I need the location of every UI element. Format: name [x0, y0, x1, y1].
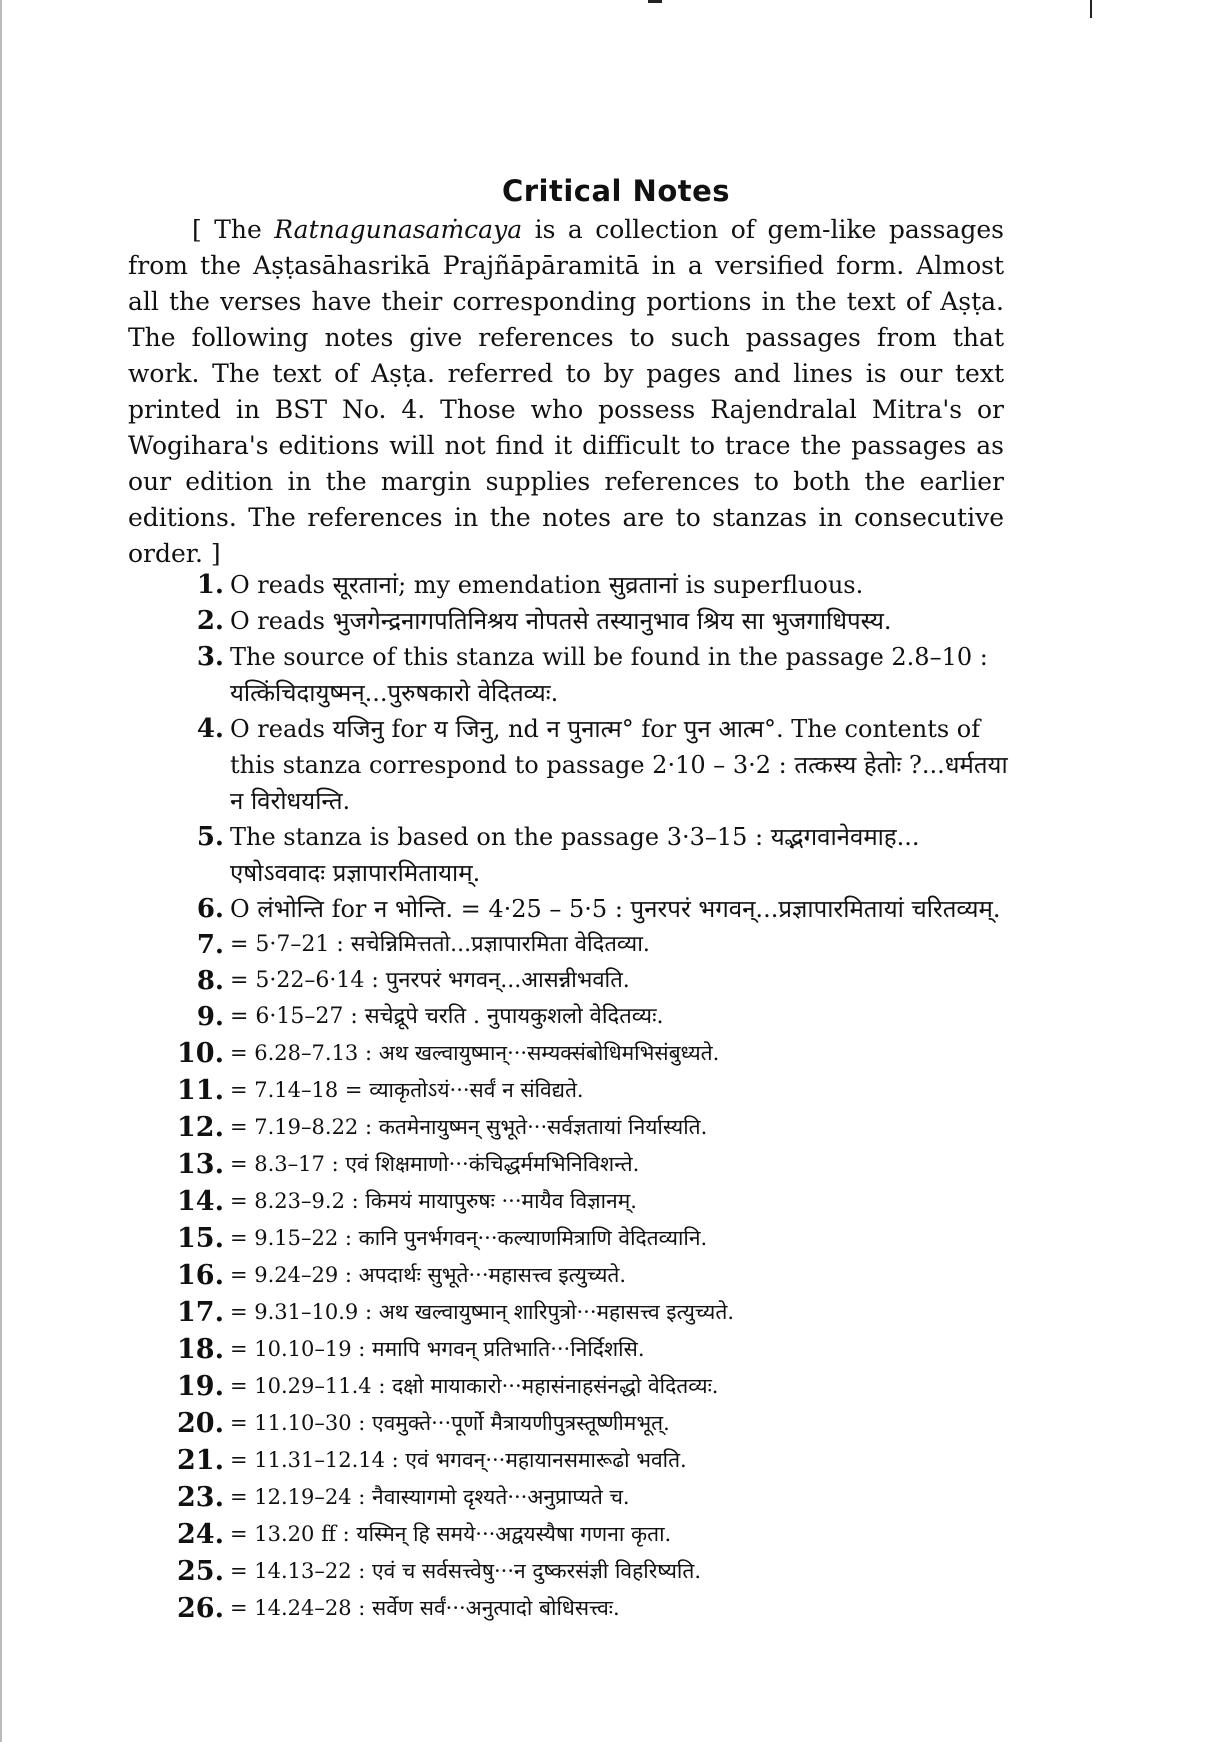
note-item	[178, 1257, 1010, 1294]
note-number: 9.	[196, 1002, 224, 1032]
note-number: 23.	[177, 1482, 224, 1513]
note-number: 20.	[177, 1408, 224, 1439]
note-number: 8.	[196, 966, 224, 996]
note-item	[178, 711, 1010, 819]
note-text: = 11.31–12.14 : एवं भगवन्···महायानसमारूढो भवति.	[230, 1448, 687, 1472]
note-number: 11.	[177, 1075, 224, 1106]
note-text: = 9.31–10.9 : अथ खल्वायुष्मान् शारिपुत्रो···महासत्त्व इत्युच्यते.	[230, 1300, 735, 1324]
note-text: = 13.20 ff : यस्मिन् हि समये···अद्वयस्यैषा गणना कृता.	[230, 1522, 672, 1546]
note-text: = 5·22–6·14 : पुनरपरं भगवन्...आसन्नीभवति.	[230, 968, 630, 993]
note-item	[178, 1220, 1010, 1257]
note-item	[178, 1183, 1010, 1220]
note-text: The source of this stanza will be found in the passage 2.8–10 : यत्किंचिदायुष्मन्...पुरुषकारो वेदितव्यः.	[230, 643, 988, 707]
note-item	[178, 999, 1010, 1035]
scan-edge-mark	[648, 0, 662, 3]
intro-paragraph	[128, 212, 1004, 572]
scan-edge-mark	[0, 0, 2, 1742]
note-item	[178, 1553, 1010, 1590]
note-number: 5.	[196, 822, 224, 852]
note-text: = 12.19–24 : नैवास्यागमो दृश्यते···अनुप्राप्यते च.	[230, 1485, 630, 1509]
note-text: = 5·7–21 : सचेन्निमित्ततो...प्रज्ञापारमिता वेदितव्या.	[230, 932, 650, 957]
note-number: 19.	[177, 1371, 224, 1402]
note-text: = 9.24–29 : अपदार्थः सुभूते···महासत्त्व इत्युच्यते.	[230, 1263, 627, 1287]
intro-rest: is a collection of gem-like passages from the Aṣṭasāhasrikā Prajñāpāramitā in a versified form. Almost all the verses have their corresponding portions in the text of Aṣṭa. The following notes give references to such passages from that work. The text of Aṣṭa. referred to by pages and lines is our text printed in BST No. 4. Those who possess Rajendralal Mitra's or Wogihara's editions will not find it difficult to trace the passages as our edition in the margin supplies references to both the earlier editions. The references in the notes are to stanzas in consecutive order. ]	[128, 215, 1004, 568]
note-text: = 10.10–19 : ममापि भगवन् प्रतिभाति···निर्दिशसि.	[230, 1337, 645, 1361]
note-number: 24.	[177, 1519, 224, 1550]
note-text: = 9.15–22 : कानि पुनर्भगवन्···कल्याणमित्राणि वेदितव्यानि.	[230, 1226, 708, 1250]
note-text: = 7.19–8.22 : कतमेनायुष्मन् सुभूते···सर्वज्ञतायां निर्यास्यति.	[230, 1115, 708, 1139]
note-item	[178, 1294, 1010, 1331]
note-item	[178, 1331, 1010, 1368]
note-text: The stanza is based on the passage 3·3–15 : यद्भगवानेवमाह... एषोऽववादः प्रज्ञापारमितायाम्.	[230, 823, 920, 887]
note-text: O reads सूरतानां; my emendation सुव्रतानां is superfluous.	[230, 571, 864, 599]
note-text: = 11.10–30 : एवमुक्ते···पूर्णो मैत्रायणीपुत्रस्तूष्णीमभूत्.	[230, 1411, 670, 1435]
note-item	[178, 1590, 1010, 1627]
note-number: 26.	[177, 1593, 224, 1624]
note-item	[178, 963, 1010, 999]
note-text: O reads यजिनु for य जिनु, nd न पुनात्म° for पुन आत्म°. The contents of this stanza correspond to passage 2·10 – 3·2 : तत्कस्य हेतोः ?...धर्मतया न विरोधयन्ति.	[230, 715, 1008, 815]
note-number: 17.	[177, 1297, 224, 1328]
note-text: O लंभोन्ति for न भोन्ति. = 4·25 – 5·5 : पुनरपरं भगवन्...प्रज्ञापारमितायां चरितव्यम्.	[230, 895, 1001, 923]
note-number: 2.	[196, 606, 224, 636]
note-number: 7.	[196, 930, 224, 960]
notes-list	[178, 567, 1010, 1627]
note-item	[178, 891, 1010, 927]
note-item	[178, 603, 1010, 639]
note-item	[178, 1035, 1010, 1072]
note-text: = 14.24–28 : सर्वेण सर्वं···अनुत्पादो बोधिसत्त्वः.	[230, 1596, 620, 1620]
note-item	[178, 927, 1010, 963]
note-item	[178, 1516, 1010, 1553]
intro-open: [ The	[192, 215, 275, 244]
scan-edge-mark	[1090, 0, 1092, 18]
work-title: Ratnagunasaṁcaya	[274, 215, 523, 244]
note-number: 3.	[196, 642, 224, 672]
note-text: = 7.14–18 = व्याकृतोऽयं···सर्वं न संविद्यते.	[230, 1078, 584, 1102]
note-text: = 6·15–27 : सचेद्रूपे चरति . नुपायकुशलो वेदितव्यः.	[230, 1004, 664, 1029]
note-number: 25.	[177, 1556, 224, 1587]
note-number: 21.	[177, 1445, 224, 1476]
note-number: 12.	[177, 1112, 224, 1143]
note-number: 1.	[196, 570, 224, 600]
note-item	[178, 1479, 1010, 1516]
note-item	[178, 567, 1010, 603]
note-number: 16.	[177, 1260, 224, 1291]
note-number: 6.	[196, 894, 224, 924]
page-title: Critical Notes	[501, 174, 731, 209]
note-item	[178, 639, 1010, 711]
note-number: 4.	[196, 714, 224, 744]
note-item	[178, 1442, 1010, 1479]
note-text: = 8.23–9.2 : किमयं मायापुरुषः ···मायैव विज्ञानम्.	[230, 1189, 637, 1213]
note-number: 14.	[177, 1186, 224, 1217]
note-number: 13.	[177, 1149, 224, 1180]
note-number: 15.	[177, 1223, 224, 1254]
note-text: = 14.13–22 : एवं च सर्वसत्त्वेषु···न दुष्करसंज्ञी विहरिष्यति.	[230, 1559, 702, 1583]
note-text: = 10.29–11.4 : दक्षो मायाकारो···महासंनाहसंनद्धो वेदितव्यः.	[230, 1374, 719, 1398]
note-item	[178, 1109, 1010, 1146]
note-item	[178, 1368, 1010, 1405]
note-item	[178, 1072, 1010, 1109]
note-item	[178, 1146, 1010, 1183]
note-text: = 8.3–17 : एवं शिक्षमाणो···कंचिद्धर्ममभिनिविशन्ते.	[230, 1152, 640, 1176]
note-item	[178, 1405, 1010, 1442]
note-text: = 6.28–7.13 : अथ खल्वायुष्मान्···सम्यक्संबोधिमभिसंबुध्यते.	[230, 1041, 720, 1065]
note-text: O reads भुजगेन्द्रनागपतिनिश्रय नोपतसे तस्यानुभाव श्रिय सा भुजगाधिपस्य.	[230, 607, 892, 635]
note-number: 10.	[177, 1038, 224, 1069]
note-number: 18.	[177, 1334, 224, 1365]
note-item	[178, 819, 1010, 891]
